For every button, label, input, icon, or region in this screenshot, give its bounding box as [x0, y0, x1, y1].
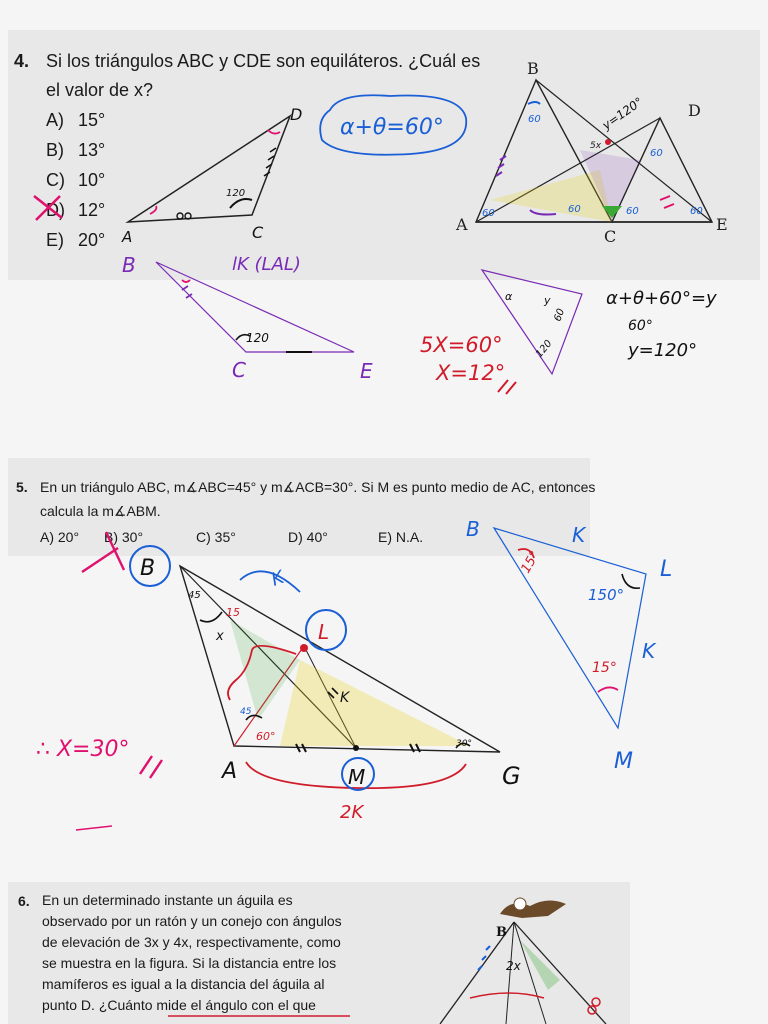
q5-label-g: G	[502, 762, 521, 790]
q5-right-triangle	[494, 528, 646, 728]
q4-eq-sum: α+θ+60°=y	[606, 288, 717, 309]
q6-line: se muestra en la figura. Si la distancia entre los	[42, 955, 337, 971]
q4-small-triangle	[482, 270, 582, 374]
q5-label-a: A	[222, 759, 238, 784]
q5-option-e: E) N.A.	[378, 529, 424, 545]
q5-tri-150: 150°	[588, 586, 625, 604]
q5-angle-x: x	[216, 629, 224, 644]
q4-tri-label-c: C	[232, 358, 246, 382]
q5-answer: ∴ X=30°	[36, 737, 130, 762]
q4-option-a-value: 15°	[78, 110, 106, 130]
q6-line: En un determinado instante un águila es	[42, 892, 293, 908]
q4-eq-60: 60°	[628, 318, 653, 334]
q5-k-mid: K	[340, 690, 350, 706]
q4-angle-60-b: 60	[528, 114, 541, 125]
q5-tri-l: L	[660, 557, 673, 582]
q4-label-c: C	[604, 227, 617, 246]
q5-answer-cross-mark	[82, 532, 124, 572]
q4-eq-y120: y=120°	[628, 340, 698, 361]
q4-left-triangle	[128, 116, 290, 222]
q4-tri-angle-120: 120	[246, 331, 269, 345]
q4-label-b: B	[527, 59, 539, 78]
q5-option-a: A) 20°	[40, 529, 80, 545]
q4-label-d: D	[688, 101, 701, 120]
q5-angle-60: 60°	[256, 730, 276, 743]
q5-angle-45b: 45	[240, 707, 252, 717]
q5-text-line1: En un triángulo ABC, m∡ABC=45° y m∡ACB=30°. Si M es punto medio de AC, entonces	[40, 479, 596, 495]
q5-label-b: B	[140, 556, 156, 581]
q5-tri-15a: 15°	[518, 548, 543, 576]
q4-option-d-letter: D)	[46, 200, 65, 220]
q4-lal-label: lK (LAL)	[232, 254, 301, 275]
q4-angle-60-a: 60	[482, 208, 495, 219]
q6-line: mamíferos es igual a la distancia del águila al	[42, 976, 325, 992]
q4-angle-60-e: 60	[690, 206, 703, 217]
q5-number: 5.	[16, 479, 28, 495]
q5-option-c: C) 35°	[196, 529, 236, 545]
q4-answer-cross-mark	[34, 196, 62, 220]
q6-angle-2x: 2x	[506, 959, 521, 973]
q5-label-2k: 2K	[340, 802, 364, 823]
q4-option-c-value: 10°	[78, 170, 106, 190]
q5-label-l: L	[318, 620, 330, 644]
q4-small-alpha: α	[505, 290, 513, 303]
q4-tri-label-b: B	[122, 253, 136, 277]
q5-tri-k1: K	[572, 523, 586, 547]
q5-option-d: D) 40°	[288, 529, 328, 545]
q4-angle-60-d: 60	[650, 148, 663, 159]
q5-option-b: B) 30°	[104, 529, 144, 545]
q4-label-e: E	[716, 215, 728, 234]
q4-label-a: A	[456, 215, 468, 234]
q4-angle-60-c1: 60	[568, 204, 581, 215]
q6-line: de elevación de 3x y 4x, respectivamente, como	[42, 934, 341, 950]
q5-text-line2: calcula la m∡ABM.	[40, 503, 161, 519]
q4-eq-5x: 5X=60°	[420, 333, 503, 357]
q5-tri-k2: K	[642, 639, 656, 663]
q4-left-angle-120: 120	[226, 188, 246, 199]
q5-angle-30: 30°	[456, 739, 472, 749]
q4-left-label-d: D	[290, 105, 303, 124]
q5-tri-b: B	[466, 517, 480, 541]
q5-stray-mark	[76, 826, 112, 830]
q4-option-c-letter: C)	[46, 170, 65, 190]
q6-line: punto D. ¿Cuánto mide el ángulo con el que	[42, 997, 316, 1013]
q4-text-line2: el valor de x?	[46, 80, 154, 100]
q6-label-b: B	[496, 925, 507, 940]
q6-figure	[440, 898, 606, 1024]
q5-triangle	[180, 566, 500, 788]
q4-text-line1: Si los triángulos ABC y CDE son equiláteros. ¿Cuál es	[46, 51, 481, 71]
q4-angle-5x: 5x	[590, 141, 602, 151]
q4-option-b-value: 13°	[78, 140, 106, 160]
q4-small-y: y	[544, 294, 551, 307]
q4-main-figure	[476, 80, 712, 222]
q5-angle-45: 45	[188, 590, 201, 601]
q4-y-eq-120: y=120°	[599, 94, 646, 133]
q4-option-d-value: 12°	[78, 200, 106, 220]
q4-option-a-letter: A)	[46, 110, 64, 130]
q4-option-b-letter: B)	[46, 140, 64, 160]
q6-line: observado por un ratón y un conejo con ángulos	[42, 913, 342, 929]
q5-angle-15: 15	[226, 606, 240, 619]
q5-answer-marks	[140, 756, 162, 778]
q5-tri-m: M	[614, 749, 633, 774]
q4-small-120: 120	[533, 338, 555, 360]
q5-label-m: M	[348, 765, 366, 789]
q4-option-e-letter: E)	[46, 230, 64, 250]
alpha-theta-equation: α+θ=60°	[340, 115, 444, 140]
q4-left-label-a: A	[122, 228, 133, 246]
q4-tri-label-e: E	[360, 359, 373, 383]
q4-small-60: 60	[552, 307, 568, 324]
q4-eq-x12: X=12°	[436, 361, 506, 385]
q4-option-e-value: 20°	[78, 230, 106, 250]
q5-k-top: K	[268, 566, 287, 591]
q4-angle-60-c2: 60	[626, 206, 639, 217]
q6-number: 6.	[18, 893, 30, 909]
q5-tri-15b: 15°	[592, 660, 617, 676]
q4-left-label-c: C	[252, 223, 264, 242]
q4-number: 4.	[14, 51, 30, 71]
